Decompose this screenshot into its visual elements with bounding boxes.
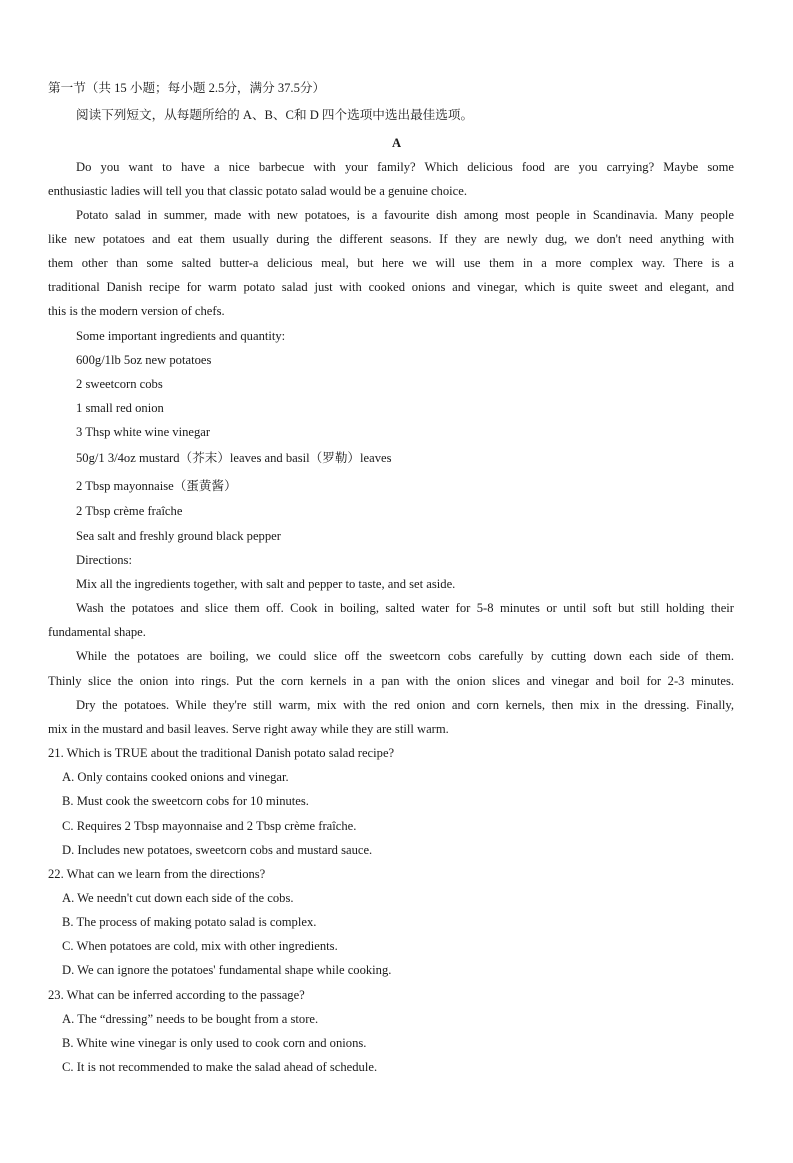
passage-line: Do you want to have a nice barbecue with your family? Which delicious food are you carrying? Maybe some xyxy=(76,160,734,174)
passage-line: enthusiastic ladies will tell you that classic potato salad would be a genuine choice. xyxy=(48,184,467,198)
ingredient-item: 2 Tbsp crème fraîche xyxy=(76,504,183,518)
passage-line: them other than some salted butter-a delicious meal, but here we will use them in a more complex way. There is a xyxy=(48,256,734,270)
ingredient-item: 1 small red onion xyxy=(76,401,164,415)
ingredients-heading: Some important ingredients and quantity: xyxy=(76,329,286,343)
direction-line: mix in the mustard and basil leaves. Serve right away while they are still warm. xyxy=(48,722,449,736)
section-header: 第一节（共 15 小题；每小题 2.5分，满分 37.5分） xyxy=(48,81,326,95)
answer-option[interactable]: A. The “dressing” needs to be bought from a store. xyxy=(62,1012,319,1026)
answer-option[interactable]: B. Must cook the sweetcorn cobs for 10 minutes. xyxy=(62,794,309,808)
direction-line: fundamental shape. xyxy=(48,625,146,639)
answer-option[interactable]: C. It is not recommended to make the salad ahead of schedule. xyxy=(62,1060,378,1074)
answer-option[interactable]: A. Only contains cooked onions and vinegar. xyxy=(62,770,289,784)
answer-option[interactable]: A. We needn't cut down each side of the cobs. xyxy=(62,891,294,905)
passage-line: traditional Danish recipe for warm potato salad just with cooked onions and vinegar, which is quite sweet and elegant, and xyxy=(48,280,734,294)
ingredient-item: Sea salt and freshly ground black pepper xyxy=(76,529,281,543)
direction-line: While the potatoes are boiling, we could slice off the sweetcorn cobs carefully by cutting down each side of them. xyxy=(76,649,734,663)
ingredient-item: 3 Thsp white wine vinegar xyxy=(76,425,211,439)
ingredient-item: 50g/1 3/4oz mustard（芥末）leaves and basil（罗勒）leaves xyxy=(76,451,392,465)
answer-option[interactable]: B. The process of making potato salad is complex. xyxy=(62,915,317,929)
section-instruction: 阅读下列短文，从每题所给的 A、B、C和 D 四个选项中选出最佳选项。 xyxy=(76,108,474,122)
direction-line: Dry the potatoes. While they're still warm, mix with the red onion and corn kernels, then mix in the dressing. Finally, xyxy=(76,698,734,712)
directions-heading: Directions: xyxy=(76,553,132,567)
answer-option[interactable]: D. We can ignore the potatoes' fundamental shape while cooking. xyxy=(62,963,392,977)
answer-option[interactable]: C. When potatoes are cold, mix with other ingredients. xyxy=(62,939,338,953)
direction-line: Wash the potatoes and slice them off. Cook in boiling, salted water for 5-8 minutes or until soft but still holding their xyxy=(76,601,734,615)
passage-line: this is the modern version of chefs. xyxy=(48,304,225,318)
direction-line: Mix all the ingredients together, with salt and pepper to taste, and set aside. xyxy=(76,577,456,591)
ingredient-item: 600g/1lb 5oz new potatoes xyxy=(76,353,212,367)
question-stem: 22. What can we learn from the directions? xyxy=(48,867,266,881)
passage-label: A xyxy=(391,136,402,150)
passage-line: Potato salad in summer, made with new potatoes, is a favourite dish among most people in Scandinavia. Many people xyxy=(76,208,734,222)
answer-option[interactable]: B. White wine vinegar is only used to cook corn and onions. xyxy=(62,1036,367,1050)
answer-option[interactable]: C. Requires 2 Tbsp mayonnaise and 2 Tbsp crème fraîche. xyxy=(62,819,357,833)
question-stem: 23. What can be inferred according to the passage? xyxy=(48,988,305,1002)
ingredient-item: 2 sweetcorn cobs xyxy=(76,377,163,391)
answer-option[interactable]: D. Includes new potatoes, sweetcorn cobs and mustard sauce. xyxy=(62,843,373,857)
passage-line: like new potatoes and eat them usually during the different seasons. If they are newly dug, we don't need anything with xyxy=(48,232,734,246)
question-stem: 21. Which is TRUE about the traditional Danish potato salad recipe? xyxy=(48,746,395,760)
direction-line: Thinly slice the onion into rings. Put the corn kernels in a pan with the onion slices and vinegar and boil for 2-3 minutes. xyxy=(48,674,734,688)
ingredient-item: 2 Tbsp mayonnaise（蛋黄酱） xyxy=(76,479,237,493)
